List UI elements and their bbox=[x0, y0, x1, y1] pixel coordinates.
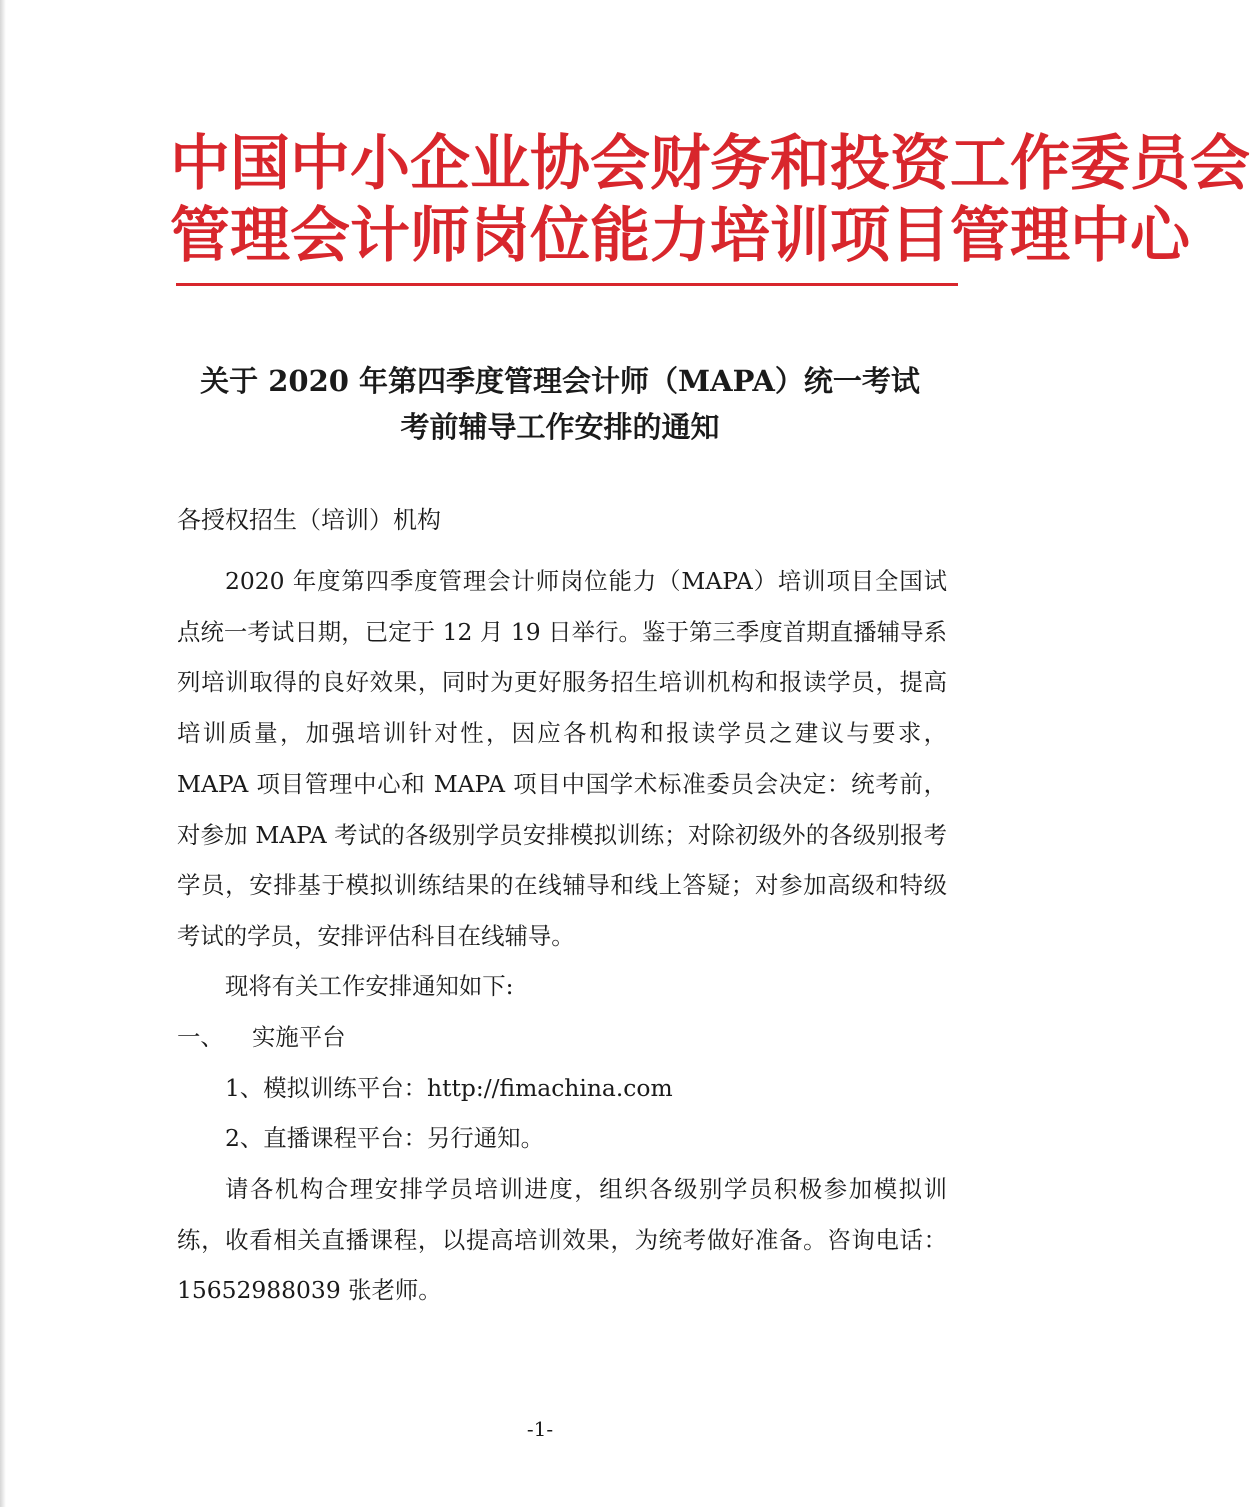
letterhead-line-1: 中国中小企业协会财务和投资工作委员会 bbox=[170, 129, 1250, 199]
section-1-heading bbox=[177, 1012, 346, 1063]
letterhead bbox=[170, 128, 1250, 272]
list-item: 1、模拟训练平台：http://fimachina.com bbox=[225, 1074, 673, 1102]
notice-line: 现将有关工作安排通知如下: bbox=[225, 972, 514, 1000]
addressee: 各授权招生（培训）机构 bbox=[177, 506, 441, 534]
document-title bbox=[160, 358, 960, 450]
scan-edge-shadow bbox=[0, 0, 6, 1507]
list-item: 2、直播课程平台：另行通知。 bbox=[225, 1124, 544, 1152]
section-1-title: 实施平台 bbox=[252, 1023, 346, 1051]
section-1-number: 一、 bbox=[177, 1023, 224, 1051]
document-title-line-1: 关于 2020 年第四季度管理会计师（MAPA）统一考试 bbox=[200, 364, 920, 398]
intro-paragraph: 2020 年度第四季度管理会计师岗位能力（MAPA）培训项目全国试点统一考试日期，已定于 12 月 19 日举行。鉴于第三季度首期直播辅导系列培训取得的良好效果，同时为更好服务招生培训机构和报读学员，提高培训质量，加强培训针对性，因应各机构和报读学员之建议与要求，MAPA 项目管理中心和 MAPA 项目中国学术标准委员会决定：统考前，对参加 MAPA 考试的各级别学员安排模拟训练；对除初级外的各级别报考学员，安排基于模拟训练结果的在线辅导和线上答疑；对参加高级和特级考试的学员，安排评估科目在线辅导。 bbox=[177, 567, 947, 950]
closing-paragraph: 请各机构合理安排学员培训进度，组织各级别学员积极参加模拟训练，收看相关直播课程，以提高培训效果，为统考做好准备。咨询电话：15652988039 张老师。 bbox=[177, 1175, 947, 1305]
page-number: -1- bbox=[526, 1417, 554, 1441]
document-title-line-2: 考前辅导工作安排的通知 bbox=[400, 410, 720, 444]
letterhead-line-2: 管理会计师岗位能力培训项目管理中心 bbox=[170, 201, 1190, 271]
letterhead-divider bbox=[176, 283, 958, 286]
